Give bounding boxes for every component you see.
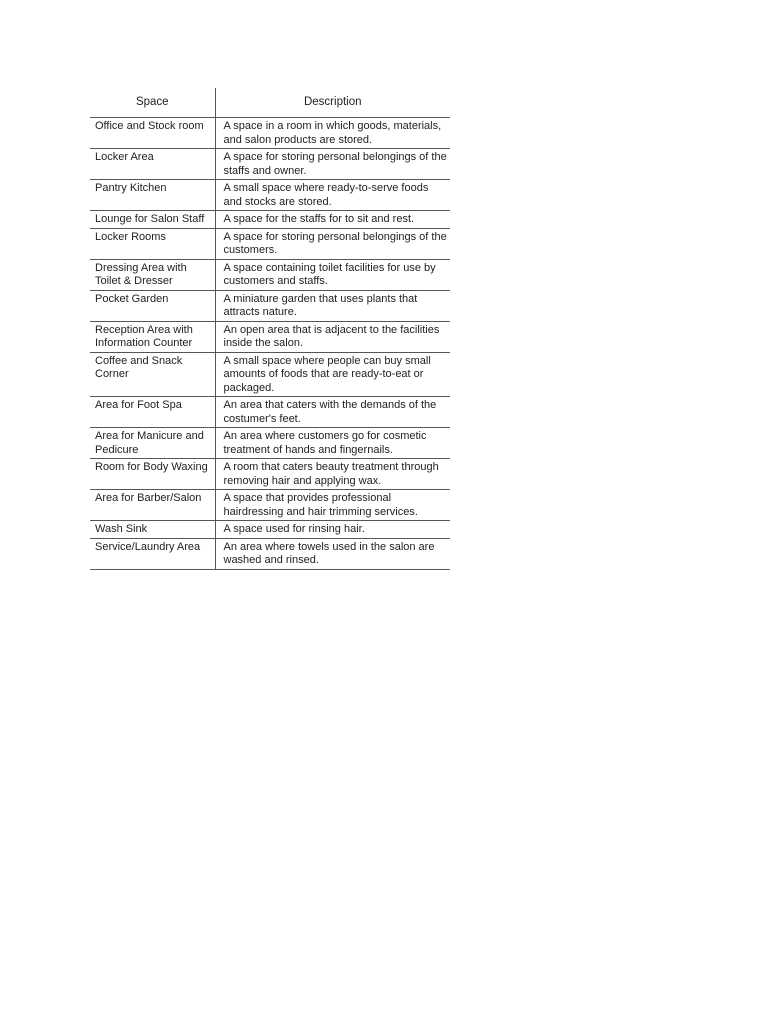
- table-row: [90, 321, 450, 352]
- header-row: [90, 88, 450, 118]
- table-row: [90, 459, 450, 490]
- space-column-header: Space: [90, 88, 215, 118]
- space-cell: Wash Sink: [90, 521, 215, 539]
- description-cell: A small space where ready-to-serve foods and stocks are stored.: [215, 180, 450, 211]
- space-cell: Lounge for Salon Staff: [90, 211, 215, 229]
- table-header: [90, 88, 450, 118]
- space-cell: Pocket Garden: [90, 290, 215, 321]
- spaces-table: [90, 88, 450, 570]
- description-cell: An area where towels used in the salon are washed and rinsed.: [215, 538, 450, 569]
- table-row: [90, 538, 450, 569]
- table-row: [90, 259, 450, 290]
- description-cell: An open area that is adjacent to the facilities inside the salon.: [215, 321, 450, 352]
- table-body: [90, 118, 450, 570]
- table-row: [90, 490, 450, 521]
- table-row: [90, 211, 450, 229]
- description-cell: A space used for rinsing hair.: [215, 521, 450, 539]
- description-cell: A space containing toilet facilities for use by customers and staffs.: [215, 259, 450, 290]
- space-cell: Office and Stock room: [90, 118, 215, 149]
- table-row: [90, 180, 450, 211]
- space-cell: Room for Body Waxing: [90, 459, 215, 490]
- table-row: [90, 397, 450, 428]
- table-row: [90, 228, 450, 259]
- description-column-header: Description: [215, 88, 450, 118]
- table-row: [90, 428, 450, 459]
- description-cell: A miniature garden that uses plants that attracts nature.: [215, 290, 450, 321]
- space-cell: Pantry Kitchen: [90, 180, 215, 211]
- table-row: [90, 149, 450, 180]
- description-cell: An area where customers go for cosmetic treatment of hands and fingernails.: [215, 428, 450, 459]
- space-cell: Coffee and Snack Corner: [90, 352, 215, 397]
- space-cell: Area for Foot Spa: [90, 397, 215, 428]
- table-row: [90, 352, 450, 397]
- space-cell: Reception Area with Information Counter: [90, 321, 215, 352]
- table-row: [90, 290, 450, 321]
- space-cell: Area for Manicure and Pedicure: [90, 428, 215, 459]
- space-cell: Locker Area: [90, 149, 215, 180]
- space-cell: Area for Barber/Salon: [90, 490, 215, 521]
- space-cell: Service/Laundry Area: [90, 538, 215, 569]
- description-cell: A room that caters beauty treatment through removing hair and applying wax.: [215, 459, 450, 490]
- description-cell: A space for storing personal belongings of the customers.: [215, 228, 450, 259]
- description-cell: A space that provides professional hairdressing and hair trimming services.: [215, 490, 450, 521]
- table-row: [90, 521, 450, 539]
- description-cell: A small space where people can buy small amounts of foods that are ready-to-eat or packaged.: [215, 352, 450, 397]
- table-row: [90, 118, 450, 149]
- description-cell: A space in a room in which goods, materials, and salon products are stored.: [215, 118, 450, 149]
- description-cell: A space for the staffs for to sit and rest.: [215, 211, 450, 229]
- description-cell: A space for storing personal belongings of the staffs and owner.: [215, 149, 450, 180]
- space-cell: Locker Rooms: [90, 228, 215, 259]
- description-cell: An area that caters with the demands of the costumer's feet.: [215, 397, 450, 428]
- space-cell: Dressing Area with Toilet & Dresser: [90, 259, 215, 290]
